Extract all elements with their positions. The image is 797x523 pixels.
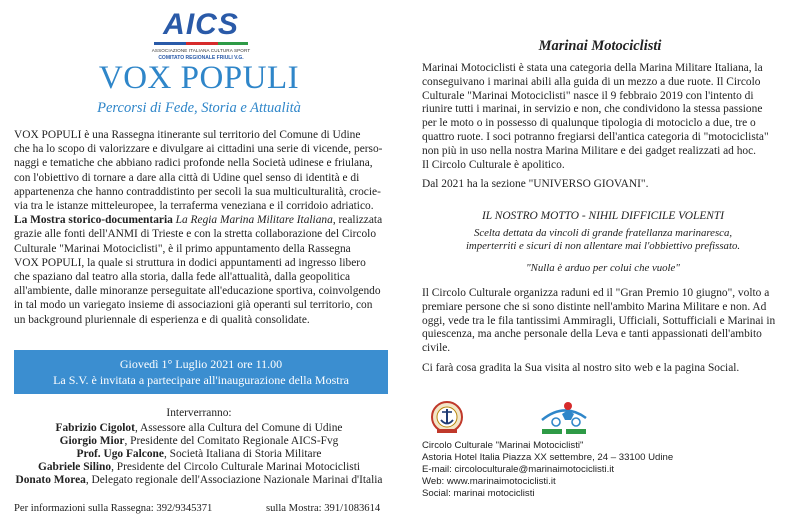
speaker-name: Gabriele Silino [37,461,112,473]
mostra-line: che spaziano dal teatro alla storia, dalla fede all'attualità, dalla geopolitica [14,271,351,284]
speaker-item [0,448,398,461]
para-line: premiare persone che si sono distinte nell'ambito Marina Militare e non. Ad [422,300,767,313]
motto-explanation [410,227,796,253]
info-rassegna-phone: Per informazioni sulla Rassegna: 392/9345371 [14,503,213,514]
intro-text [14,128,390,327]
aics-committee-line: COMITATO REGIONALE FRIULI V.G. [158,55,244,61]
contact-website: Web: www.marinaimotociclisti.it [422,476,556,487]
event-invitation: La S.V. è invitata a partecipare all'inaugurazione della Mostra [53,373,349,387]
club-motto: IL NOSTRO MOTTO - NIHIL DIFFICILE VOLENTI [481,210,725,222]
speaker-role: , Delegato regionale dell'Associazione Nazionale Marinai d'Italia [85,474,383,486]
para-line: Il Circolo Culturale organizza raduni ed il "Gran Premio 10 giugno", volto a [422,287,770,299]
mostra-line [14,213,390,227]
motto-translation: "Nulla è arduo per colui che vuole" [526,262,680,274]
aics-swoosh-icon [150,41,252,47]
info-mostra-phone: sulla Mostra: 391/1083614 [266,503,381,514]
mostra-line: all'ambiente, dalle minoranze perseguitate all'educazione sportiva, coinvolgendo [14,285,381,298]
desc-line: quattro ruote. I soci potranno fregiarsi dell'antica categoria di "motociclista" [422,130,769,143]
mostra-line: un background pluriennale di esperienza e di qualità consolidate. [14,313,310,326]
desc-line: non più in uso nella nostra Marina Militare e dei gadget realizzati ad hoc. [422,144,757,157]
speaker-item [0,422,398,435]
naval-emblem-icon [430,398,464,436]
aics-wordmark: AICS [163,8,239,41]
speakers-heading: Interverranno: [166,407,232,419]
aics-association-line: ASSOCIAZIONE ITALIANA CULTURA SPORT [151,48,251,53]
desc-line: conseguivano i marinai abili alla guida di un mezzo a due ruote. Il Circolo [422,75,761,88]
desc-line: per le moto o in possesso di qualunque tipologia di motociclo a due, tre o [422,117,756,130]
motto-line: Scelta dettata da vincoli di grande fratellanza marinaresca, [473,227,733,239]
club-since: Dal 2021 ha la sezione "UNIVERSO GIOVANI". [422,178,649,190]
motorcycle-badge-icon [538,396,590,436]
page-title: VOX POPULI [98,60,300,96]
mostra-rest: , realizzata [332,214,383,227]
para-line: oggi, vede tra le fila tantissimi Ammiragli, Ufficiali, Sottufficiali e Marinai in [422,314,776,327]
intro-line: via tra le istanze mitteleuropee, la terraferma veneziana e il corridoio adriatico. [14,200,374,213]
speaker-role: , Assessore alla Cultura del Comune di Udine [134,422,343,434]
contact-email: E-mail: circoloculturale@marinaimotociclisti.it [422,464,615,475]
mostra-lead: La Mostra storico-documentaria [14,214,173,227]
speaker-name: Fabrizio Cigolot [55,422,135,434]
desc-line: Culturale "Marinai Motociclisti" nasce il 9 febbraio 2019 con l'intento di [422,89,754,102]
speaker-item [0,461,398,474]
speaker-item [0,435,398,448]
event-banner [14,350,388,394]
speaker-name: Prof. Ugo Falcone [76,448,164,460]
event-date: Giovedì 1° Luglio 2021 ore 11.00 [119,357,283,371]
club-description [422,62,782,172]
mostra-line: VOX POPULI, la quale si struttura in dodici appuntamenti ad ingresso libero [14,256,366,269]
intro-line: appartenenza che hanno contraddistinto per secoli la sua multiculturalità, crocie- [14,185,381,198]
speaker-role: , Presidente del Circolo Culturale Marinai Motociclisti [111,461,361,473]
left-panel [0,0,398,523]
speaker-role: , Presidente del Comitato Regionale AICS-Fvg [124,435,339,447]
intro-line: VOX POPULI è una Rassegna itinerante sul territorio del Comune di Udine [14,129,361,141]
club-activities [422,287,784,356]
desc-line: riunire tutti i marinai, in servizio e non, che condividono la stessa passione [422,103,763,116]
intro-line: con l'obiettivo di tornare a dare alla città di Udine quel senso di identità e di [14,171,360,184]
contact-social: Social: marinai motociclisti [422,488,535,499]
mostra-title: La Regia Marina Militare Italiana [175,214,333,227]
speaker-name: Giorgio Mior [59,435,125,447]
intro-line: che ha lo scopo di valorizzare e divulgare ai cittadini una serie di vicende, perso- [14,143,383,156]
mostra-line: in tal modo un variegato insieme di associazioni già operanti sul territorio, con [14,299,373,312]
para-line: quiescenza, ma anche personale della Leva e tanti appassionati dell'ambito [422,328,762,341]
intro-line: naggi e tematiche che abbiano radici profonde nella Società udinese e friulana, [14,157,373,170]
desc-line: Marinai Motociclisti è stata una categoria della Marina Militare Italiana, la [422,62,763,74]
motto-line: imperterriti e sicuri di non allentare mai l'obbiettivo prefissato. [465,240,741,252]
right-panel [410,0,797,523]
contact-club-name: Circolo Culturale "Marinai Motociclisti" [422,440,584,451]
speaker-role: , Società Italiana di Storia Militare [163,448,322,460]
contact-address: Astoria Hotel Italia Piazza XX settembre, 24 – 33100 Udine [422,452,674,463]
closing-line: Ci farà cosa gradita la Sua visita al nostro sito web e la pagina Social. [422,362,740,374]
speaker-item [0,474,398,487]
club-title: Marinai Motociclisti [538,38,662,54]
speaker-name: Donato Morea [15,474,86,486]
desc-line: Il Circolo Culturale è apolitico. [422,158,565,171]
page-subtitle: Percorsi di Fede, Storia e Attualità [97,100,301,116]
mostra-line: grazie alle fonti dell'ANMI di Trieste e con la stretta collaborazione del Circolo [14,228,377,241]
aics-logo [150,8,252,64]
mostra-line: Culturale "Marinai Motociclisti", è il primo appuntamento della Rassegna [14,242,351,255]
para-line: civile. [422,342,451,355]
